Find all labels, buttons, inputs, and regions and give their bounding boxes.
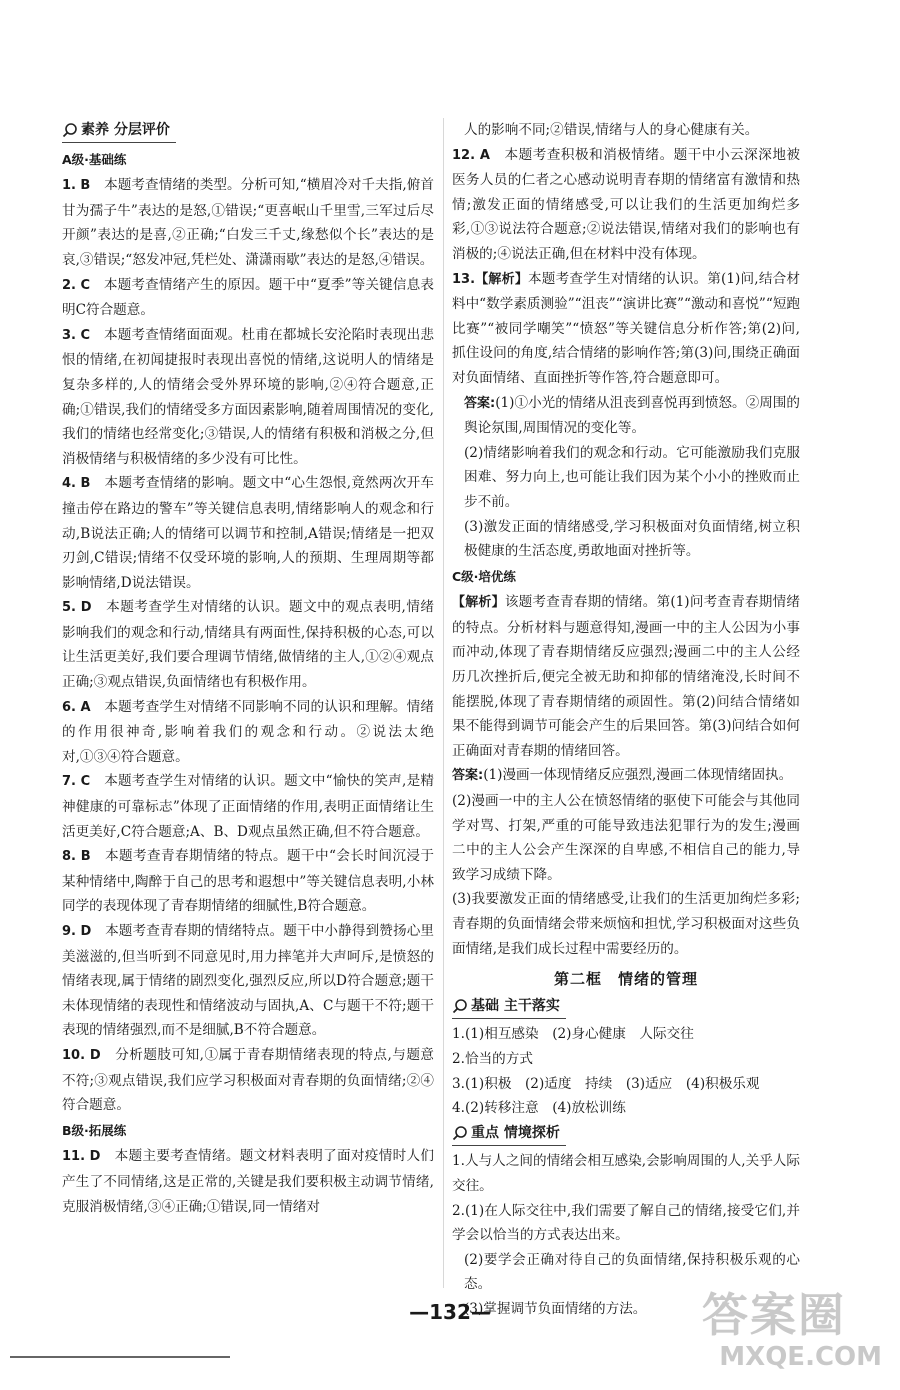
answer-item-10: 10. D 分析题肢可知,①属于青春期情绪表现的特点,与题意不符;③观点错误,我们应学习积极面对青春期的负面情绪;②④符合题意。: [62, 1046, 435, 1114]
jichu-item-3: 3.(1)积极 (2)适度 持续 (3)适应 (4)积极乐观: [452, 1075, 760, 1092]
level-a-label: A级·基础练: [62, 151, 127, 167]
zhongdian-item-1: 1.人与人之间的情绪会相互感染,会影响周围的人,关乎人际交往。: [452, 1153, 800, 1194]
answer-item-6: 6. A 本题考查学生对情绪不同影响不同的认识和理解。情绪的作用很神奇,影响着我们的观念和行动。②说法太绝对,①③④符合题意。: [62, 698, 434, 765]
answer-item-5: 5. D 本题考查学生对情绪的认识。题文中的观点表明,情绪影响我们的观念和行动,情绪具有两面性,保持积极的心态,可以让生活更美好,我们要合理调节情绪,做情绪的主人,①②④观点正确;③观点错误,负面情绪也有积极作用。: [62, 599, 434, 691]
zhongdian-item-4: (3)掌握调节负面情绪的方法。: [464, 1300, 647, 1317]
right-column: [452, 118, 800, 1322]
level-b-label: B级·拓展练: [62, 1122, 127, 1138]
answer-item-8: 8. B 本题考查青春期情绪的特点。题干中“会长时间沉浸于某种情绪中,陶醉于自己的思考和遐想中”等关键信息表明,小林同学的表现体现了青春期情绪的细腻性,B符合题意。: [62, 848, 434, 915]
column-divider: [443, 118, 444, 1288]
level-c-answer-2: (2)漫画一中的主人公在愤怒情绪的驱使下可能会与其他同学对骂、打架,严重的可能导致违法犯罪行为的发生;漫画二中的主人公会产生深深的自卑感,不相信自己的能力,导致学习成绩下降。: [452, 793, 800, 883]
level-c-answer-3: (3)我要激发正面的情绪感受,让我们的生活更加绚烂多彩;青春期的负面情绪会带来烦恼和担忧,学习积极面对这些负面情绪,是我们成长过程中需要经历的。: [452, 891, 800, 957]
section-header-jichu: 基础 主干落实: [452, 994, 566, 1019]
answer-item-11-continued: 人的影响不同;②错误,情绪与人的身心健康有关。: [464, 122, 759, 138]
level-c-analysis: 【解析】该题考查青春期的情绪。第(1)问考查青春期情绪的特点。分析材料与题意得知,漫画一中的主人公因为小事而冲动,体现了青春期情绪反应强烈;漫画二中的主人公经历几次挫折后,便完全被无助和抑郁的情绪淹没,长时间不能摆脱,体现了青春期情绪的顽固性。第(2)问结合情绪如果不能得到调节可能会产生的后果回答。第(3)问结合如何正确面对青春期的情绪回答。: [452, 594, 800, 759]
answer-item-3: 3. C 本题考查情绪面面观。杜甫在都城长安沦陷时表现出悲恨的情绪,在初闻捷报时表现出喜悦的情绪,这说明人的情绪是复杂多样的,人的情绪会受外界环境的影响,②④符合题意,正确;①错误,我们的情绪受多方面因素影响,随着周围情况的变化,我们的情绪也经常变化;③错误,人的情绪有积极和消极之分,但消极情绪与积极情绪的多少没有可比性。: [62, 326, 435, 467]
jichu-item-2: 2.恰当的方式: [452, 1050, 533, 1067]
answer-item-12: 12. A 本题考查积极和消极情绪。题干中小云深深地被医务人员的仁者之心感动说明青春期的情绪富有激情和热情;激发正面的情绪感受,可以让我们的生活更加绚烂多彩,①③说法符合题意;②说法错误,情绪对我们的影响也有消极的;④说法正确,但在材料中没有体现。: [452, 146, 801, 262]
jichu-item-1: 1.(1)相互感染 (2)身心健康 人际交往: [452, 1026, 694, 1043]
magnifier-icon: [452, 998, 468, 1014]
answer-item-4: 4. B 本题考查情绪的影响。题文中“心生怨恨,竟然两次开车撞击停在路边的警车”等关键信息表明,情绪影响人的观念和行动,B说法正确;人的情绪可以调节和控制,A错误;情绪是一把双刃剑,C错误;情绪不仅受环境的影响,人的预期、生理周期等都影响情绪,D说法错误。: [62, 475, 434, 591]
bottom-rule: [10, 1356, 230, 1358]
section-header-suyang: 素养 分层评价: [62, 118, 176, 143]
jichu-item-4: 4.(2)转移注意 (4)放松训练: [452, 1100, 626, 1117]
watermark-logo: 答案圈 MXQE.COM: [702, 1288, 882, 1372]
section-header-zhongdian: 重点 情境探析: [452, 1121, 566, 1146]
answer-13-part-2: (2)情绪影响着我们的观念和行动。它可能激励我们克服困难、努力向上,也可能让我们因为某个小小的挫败而止步不前。: [464, 444, 800, 510]
magnifier-icon: [452, 1125, 468, 1141]
zhongdian-item-3: (2)要学会正确对待自己的负面情绪,保持积极乐观的心态。: [464, 1251, 800, 1293]
subsection-title: 第二框 情绪的管理: [553, 970, 698, 989]
magnifier-icon: [62, 122, 78, 138]
answer-13-part-1: 答案:(1)①小光的情绪从沮丧到喜悦再到愤怒。②周围的舆论氛围,周围情况的变化等。: [464, 394, 800, 437]
answer-item-1: 1. B 本题考查情绪的类型。分析可知,“横眉冷对千夫指,俯首甘为孺子牛”表达的是怒,①错误;“更喜岷山千里雪,三军过后尽开颜”表达的是喜,②正确;“白发三千丈,缘愁似个长”表达的是哀,③错误;“怒发冲冠,凭栏处、潇潇雨歇”表达的是怒,④错误。: [62, 177, 435, 268]
answer-13-part-3: (3)激发正面的情绪感受,学习积极面对负面情绪,树立积极健康的生活态度,勇敢地面对挫折等。: [464, 518, 800, 560]
answer-item-11: 11. D 本题主要考查情绪。题文材料表明了面对疫情时人们产生了不同情绪,这是正常的,关键是我们要积极主动调节情绪,克服消极情绪,③④正确;①错误,同一情绪对: [62, 1148, 434, 1215]
zhongdian-item-2: 2.(1)在人际交往中,我们需要了解自己的情绪,接受它们,并学会以恰当的方式表达出来。: [452, 1202, 800, 1244]
level-c-answer-1: 答案:(1)漫画一体现情绪反应强烈,漫画二体现情绪固执。: [452, 767, 793, 784]
page-number: —132—: [409, 1300, 491, 1324]
level-c-label: C级·培优练: [452, 568, 516, 584]
answer-item-7: 7. C 本题考查学生对情绪的认识。题文中“愉快的笑声,是精神健康的可靠标志”体现了正面情绪的作用,表明正面情绪让生活更美好,C符合题意;A、B、D观点虽然正确,但不符合题意。: [62, 773, 435, 840]
answer-item-2: 2. C 本题考查情绪产生的原因。题干中“夏季”等关键信息表明C符合题意。: [62, 276, 434, 319]
answer-item-13: 13.【解析】本题考查学生对情绪的认识。第(1)问,结合材料中“数学素质测验”“沮丧”“演讲比赛”“激动和喜悦”“短跑比赛”“被同学嘲笑”“愤怒”等关键信息分析作答;第(2)问,抓住设问的角度,结合情绪的影响作答;第(3)问,围绕正确面对负面情绪、直面挫折等作答,符合题意即可。: [452, 270, 801, 386]
left-column: [62, 118, 434, 1219]
answer-item-9: 9. D 本题考查青春期的情绪特点。题干中小静得到赞扬心里美滋滋的,但当听到不同意见时,用力摔笔并大声呵斥,是愤怒的情绪表现,属于情绪的剧烈变化,强烈反应,所以D符合题意;题干未体现情绪的表现性和情绪波动与固执,A、C与题干不符;题干表现的情绪强烈,而不是细腻,B不符合题意。: [62, 923, 435, 1039]
